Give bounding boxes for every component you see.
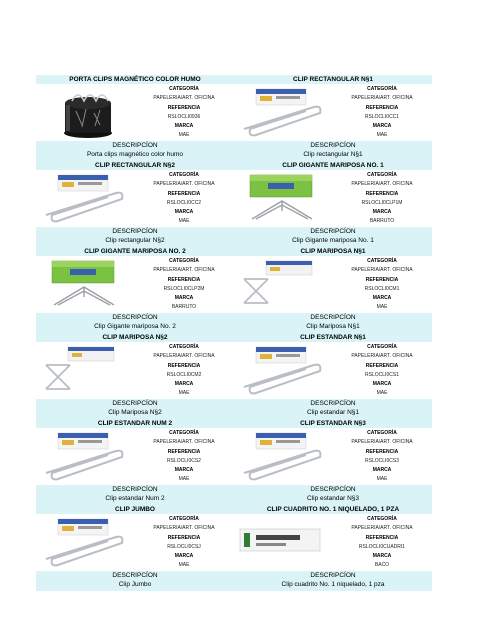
marca-value: BACO xyxy=(374,562,390,569)
product-card xyxy=(234,75,432,161)
product-info xyxy=(134,515,234,571)
referencia-label: REFERENCIA xyxy=(365,276,399,283)
descripcion-value: Clip estandar Num 2 xyxy=(105,495,165,502)
descripcion-label: DESCRIPCÍON xyxy=(310,314,356,321)
descripcion-label: DESCRIPCÍON xyxy=(112,572,158,579)
categoria-value: PAPELERIA/ART. OFICINA xyxy=(351,95,413,102)
product-info xyxy=(332,515,432,571)
referencia-label: REFERENCIA xyxy=(167,190,201,197)
product-card xyxy=(36,505,234,591)
referencia-value: RSLOCLI0CM1 xyxy=(364,285,400,292)
magnetic-clip-holder-image xyxy=(38,85,134,141)
product-image xyxy=(38,515,134,571)
marca-label: MARCA xyxy=(372,295,392,302)
product-info xyxy=(134,429,234,485)
marca-value: MAE xyxy=(376,476,388,483)
marca-value: MAE xyxy=(178,562,190,569)
product-description xyxy=(234,313,432,333)
product-info xyxy=(332,257,432,313)
referencia-value: RSLOCLI0CC2 xyxy=(166,199,202,206)
product-title: CLIP MARIPOSA N§1 xyxy=(234,247,432,256)
referencia-label: REFERENCIA xyxy=(365,362,399,369)
marca-label: MARCA xyxy=(174,467,194,474)
product-image xyxy=(236,343,332,399)
rectangular-clip-box-image xyxy=(38,171,134,227)
referencia-value: RSLOCLI0936 xyxy=(167,113,201,120)
product-image xyxy=(236,429,332,485)
referencia-label: REFERENCIA xyxy=(365,448,399,455)
catalog-row xyxy=(36,75,432,161)
product-catalog xyxy=(36,75,432,591)
product-card xyxy=(234,505,432,591)
product-image xyxy=(38,171,134,227)
marca-value: BARRUTO xyxy=(171,304,197,311)
referencia-label: REFERENCIA xyxy=(167,104,201,111)
butterfly-clip-box-image xyxy=(236,257,332,313)
product-card xyxy=(36,419,234,505)
categoria-label: CATEGORÍA xyxy=(367,516,397,522)
categoria-value: PAPELERIA/ART. OFICINA xyxy=(153,439,215,446)
catalog-row xyxy=(36,505,432,591)
categoria-value: PAPELERIA/ART. OFICINA xyxy=(351,267,413,274)
referencia-label: REFERENCIA xyxy=(167,362,201,369)
descripcion-label: DESCRIPCÍON xyxy=(112,142,158,149)
categoria-label: CATEGORÍA xyxy=(367,172,397,178)
marca-value: MAE xyxy=(178,390,190,397)
descripcion-label: DESCRIPCÍON xyxy=(310,228,356,235)
descripcion-label: DESCRIPCÍON xyxy=(112,314,158,321)
product-card xyxy=(234,333,432,419)
product-image xyxy=(236,257,332,313)
referencia-value: RSLOCLI0CUADRI1 xyxy=(358,543,406,550)
product-title: CLIP CUADRITO NO. 1 NIQUELADO, 1 PZA xyxy=(234,505,432,514)
catalog-row xyxy=(36,333,432,419)
catalog-row xyxy=(36,161,432,247)
categoria-value: PAPELERIA/ART. OFICINA xyxy=(153,267,215,274)
descripcion-value: Clip rectangular N§1 xyxy=(303,151,363,158)
product-card xyxy=(36,247,234,333)
categoria-label: CATEGORÍA xyxy=(367,86,397,92)
marca-value: MAE xyxy=(376,390,388,397)
marca-label: MARCA xyxy=(174,553,194,560)
product-title: CLIP MARIPOSA N§2 xyxy=(36,333,234,342)
product-card xyxy=(234,247,432,333)
categoria-label: CATEGORÍA xyxy=(169,430,199,436)
product-info xyxy=(332,343,432,399)
referencia-value: RSLOCLI0CS2 xyxy=(167,457,201,464)
marca-label: MARCA xyxy=(174,381,194,388)
product-title: CLIP ESTANDAR N§1 xyxy=(234,333,432,342)
descripcion-value: Clip Mariposa N§2 xyxy=(108,409,162,416)
descripcion-value: Clip estandar N§3 xyxy=(306,495,360,502)
marca-value: BARRUTO xyxy=(369,218,395,225)
product-info xyxy=(332,85,432,141)
butterfly-clip-green-box-image xyxy=(38,257,134,313)
catalog-row xyxy=(36,419,432,505)
categoria-label: CATEGORÍA xyxy=(169,344,199,350)
categoria-label: CATEGORÍA xyxy=(367,344,397,350)
product-title: CLIP ESTANDAR NUM 2 xyxy=(36,419,234,428)
categoria-label: CATEGORÍA xyxy=(169,172,199,178)
product-title: CLIP GIGANTE MARIPOSA NO. 1 xyxy=(234,161,432,170)
marca-label: MARCA xyxy=(372,467,392,474)
referencia-label: REFERENCIA xyxy=(167,276,201,283)
categoria-label: CATEGORÍA xyxy=(367,430,397,436)
product-info xyxy=(134,85,234,141)
product-card xyxy=(36,333,234,419)
product-info xyxy=(332,429,432,485)
product-card xyxy=(36,75,234,161)
marca-label: MARCA xyxy=(372,553,392,560)
marca-value: MAE xyxy=(178,132,190,139)
product-image xyxy=(236,171,332,227)
product-image xyxy=(236,515,332,571)
standard-clip-box-image xyxy=(236,429,332,485)
product-title: PORTA CLIPS MAGNÉTICO COLOR HUMO xyxy=(36,75,234,84)
descripcion-label: DESCRIPCÍON xyxy=(112,486,158,493)
descripcion-value: Clip estandar N§1 xyxy=(306,409,360,416)
referencia-label: REFERENCIA xyxy=(167,448,201,455)
product-description xyxy=(36,485,234,505)
catalog-row xyxy=(36,247,432,333)
descripcion-value: Porta clips magnético color humo xyxy=(86,151,184,158)
descripcion-value: Clip Gigante mariposa No. 1 xyxy=(292,237,374,244)
product-description xyxy=(234,141,432,161)
standard-clip-box-image xyxy=(236,343,332,399)
product-description xyxy=(36,141,234,161)
descripcion-value: Clip Jumbo xyxy=(118,581,152,588)
marca-value: MAE xyxy=(178,476,190,483)
referencia-label: REFERENCIA xyxy=(365,190,399,197)
referencia-value: RSLOCLI0CS3 xyxy=(365,457,399,464)
product-description xyxy=(36,313,234,333)
categoria-value: PAPELERIA/ART. OFICINA xyxy=(351,525,413,532)
categoria-value: PAPELERIA/ART. OFICINA xyxy=(153,181,215,188)
square-clip-box-image xyxy=(236,515,332,571)
product-description xyxy=(234,399,432,419)
referencia-value: RSLOCLI0CM2 xyxy=(166,371,202,378)
categoria-value: PAPELERIA/ART. OFICINA xyxy=(153,95,215,102)
referencia-label: REFERENCIA xyxy=(365,104,399,111)
product-card xyxy=(234,161,432,247)
categoria-value: PAPELERIA/ART. OFICINA xyxy=(351,353,413,360)
product-description xyxy=(234,571,432,591)
referencia-label: REFERENCIA xyxy=(365,534,399,541)
product-info xyxy=(134,257,234,313)
product-info xyxy=(134,343,234,399)
butterfly-clip-box-image xyxy=(38,343,134,399)
product-image xyxy=(236,85,332,141)
product-title: CLIP ESTANDAR N§3 xyxy=(234,419,432,428)
marca-label: MARCA xyxy=(174,295,194,302)
product-description xyxy=(36,571,234,591)
descripcion-label: DESCRIPCÍON xyxy=(310,486,356,493)
descripcion-label: DESCRIPCÍON xyxy=(310,572,356,579)
descripcion-label: DESCRIPCÍON xyxy=(310,142,356,149)
standard-clip-box-image xyxy=(38,429,134,485)
marca-value: MAE xyxy=(178,218,190,225)
marca-label: MARCA xyxy=(372,123,392,130)
rectangular-clip-box-image xyxy=(236,85,332,141)
product-description xyxy=(36,227,234,247)
descripcion-label: DESCRIPCÍON xyxy=(112,400,158,407)
categoria-value: PAPELERIA/ART. OFICINA xyxy=(153,525,215,532)
butterfly-clip-green-box-image xyxy=(236,171,332,227)
categoria-value: PAPELERIA/ART. OFICINA xyxy=(153,353,215,360)
product-description xyxy=(36,399,234,419)
product-title: CLIP RECTANGULAR N§1 xyxy=(234,75,432,84)
referencia-label: REFERENCIA xyxy=(167,534,201,541)
product-title: CLIP JUMBO xyxy=(36,505,234,514)
referencia-value: RSLOCLI0CS1 xyxy=(365,371,399,378)
categoria-label: CATEGORÍA xyxy=(169,86,199,92)
categoria-value: PAPELERIA/ART. OFICINA xyxy=(351,181,413,188)
product-card xyxy=(36,161,234,247)
categoria-label: CATEGORÍA xyxy=(367,258,397,264)
marca-value: MAE xyxy=(376,132,388,139)
referencia-value: RSLOCLI0CLP2M xyxy=(163,285,205,292)
descripcion-label: DESCRIPCÍON xyxy=(310,400,356,407)
product-info xyxy=(332,171,432,227)
referencia-value: RSLOCLI0CC1 xyxy=(364,113,400,120)
descripcion-label: DESCRIPCÍON xyxy=(112,228,158,235)
categoria-label: CATEGORÍA xyxy=(169,258,199,264)
marca-label: MARCA xyxy=(174,123,194,130)
descripcion-value: Clip cuadrito No. 1 niquelado, 1 pza xyxy=(281,581,385,588)
product-title: CLIP RECTANGULAR N§2 xyxy=(36,161,234,170)
referencia-value: RSLOCLI0CLP1M xyxy=(361,199,403,206)
marca-label: MARCA xyxy=(372,209,392,216)
product-description xyxy=(234,485,432,505)
product-image xyxy=(38,343,134,399)
descripcion-value: Clip rectangular N§2 xyxy=(105,237,165,244)
marca-value: MAE xyxy=(376,304,388,311)
product-title: CLIP GIGANTE MARIPOSA NO. 2 xyxy=(36,247,234,256)
product-info xyxy=(134,171,234,227)
product-card xyxy=(234,419,432,505)
categoria-value: PAPELERIA/ART. OFICINA xyxy=(351,439,413,446)
marca-label: MARCA xyxy=(174,209,194,216)
product-image xyxy=(38,429,134,485)
jumbo-clip-box-image xyxy=(38,515,134,571)
product-image xyxy=(38,257,134,313)
descripcion-value: Clip Gigante mariposa No. 2 xyxy=(94,323,176,330)
product-description xyxy=(234,227,432,247)
descripcion-value: Clip Mariposa N§1 xyxy=(306,323,360,330)
product-image xyxy=(38,85,134,141)
categoria-label: CATEGORÍA xyxy=(169,516,199,522)
referencia-value: RSLOCLI0CSJ xyxy=(167,543,201,550)
marca-label: MARCA xyxy=(372,381,392,388)
